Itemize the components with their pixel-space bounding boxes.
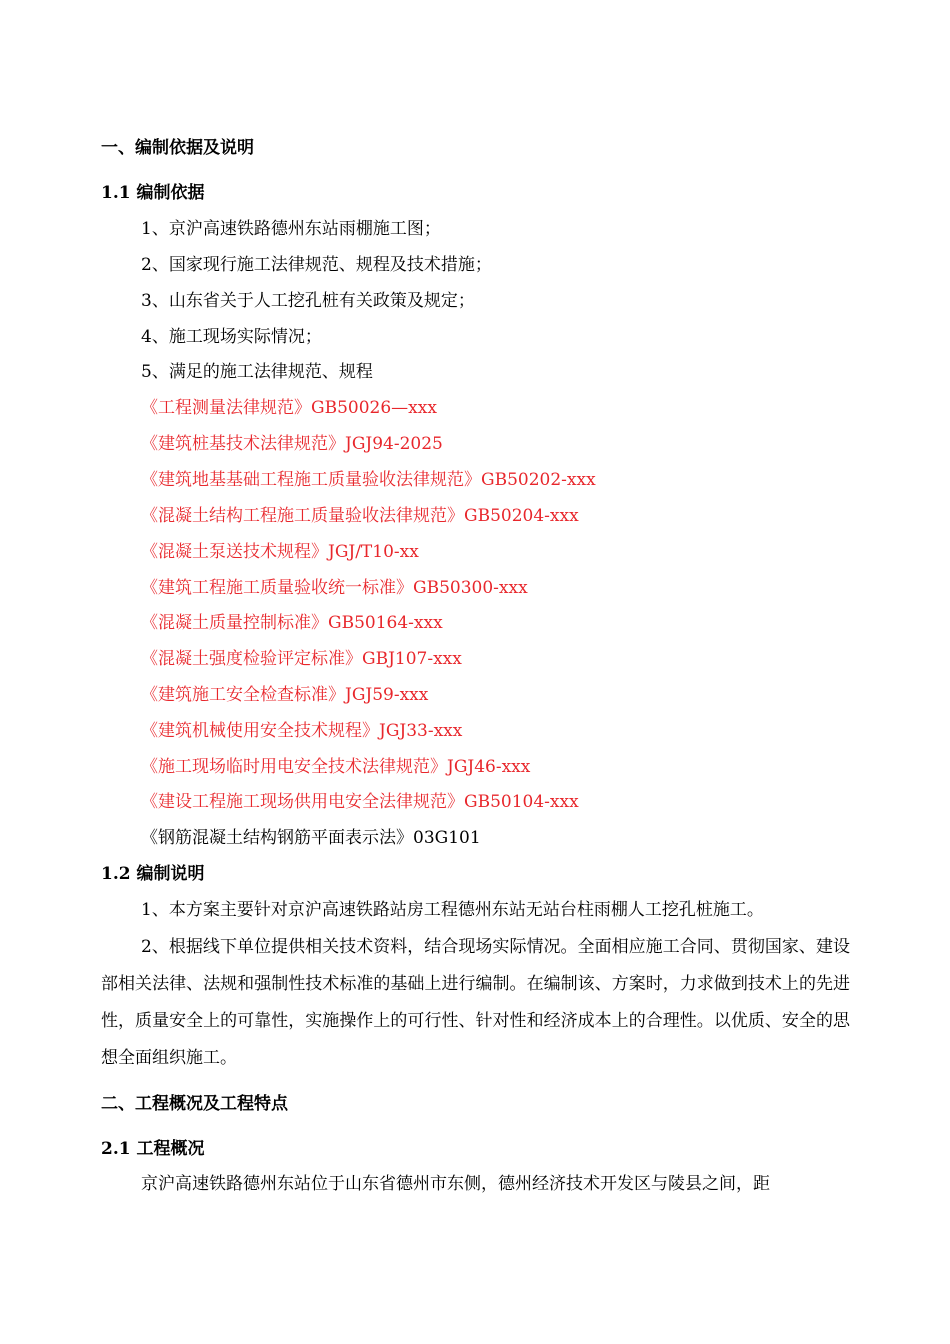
description-paragraph-2: 2、根据线下单位提供相关技术资料，结合现场实际情况。全面相应施工合同、贯彻国家、建设部相关法律、法规和强制性技术标准的基础上进行编制。在编制该、方案时，力求做到技术上的先进性，质量安全上的可靠性，实施操作上的可行性、针对性和经济成本上的合理性。以优质、安全的思想全面组织施工。 xyxy=(101,937,850,1068)
standard-reference: 《工程测量法律规范》GB50026—xxx xyxy=(141,398,437,418)
standard-reference: 《建设工程施工现场供用电安全法律规范》GB50104-xxx xyxy=(141,792,579,812)
basis-item: 4、施工现场实际情况； xyxy=(141,327,322,347)
standard-reference: 《钢筋混凝土结构钢筋平面表示法》03G101 xyxy=(141,828,481,848)
subsection-1-1-heading: 1.1 编制依据 xyxy=(101,183,205,203)
standard-reference: 《混凝土强度检验评定标准》GBJ107-xxx xyxy=(141,649,462,669)
standard-reference: 《建筑施工安全检查标准》JGJ59-xxx xyxy=(141,685,429,705)
standard-reference: 《建筑地基基础工程施工质量验收法律规范》GB50202-xxx xyxy=(141,470,596,490)
subsection-2-1-heading: 2.1 工程概况 xyxy=(101,1139,205,1159)
standard-reference: 《施工现场临时用电安全技术法律规范》JGJ46-xxx xyxy=(141,757,531,777)
section-2-heading: 二、工程概况及工程特点 xyxy=(101,1094,288,1114)
standard-reference: 《建筑工程施工质量验收统一标准》GB50300-xxx xyxy=(141,578,528,598)
basis-item: 1、京沪高速铁路德州东站雨棚施工图； xyxy=(141,219,441,239)
standard-reference: 《建筑机械使用安全技术规程》JGJ33-xxx xyxy=(141,721,463,741)
standard-reference: 《混凝土泵送技术规程》JGJ/T10-xx xyxy=(141,542,419,562)
standard-reference: 《建筑桩基技术法律规范》JGJ94-2025 xyxy=(141,434,443,454)
description-paragraph-1: 1、本方案主要针对京沪高速铁路站房工程德州东站无站台柱雨棚人工挖孔桩施工。 xyxy=(141,900,764,920)
basis-item: 5、满足的施工法律规范、规程 xyxy=(141,362,373,382)
section-1-heading: 一、编制依据及说明 xyxy=(101,138,254,158)
overview-paragraph: 京沪高速铁路德州东站位于山东省德州市东侧，德州经济技术开发区与陵县之间，距 xyxy=(141,1174,770,1194)
basis-item: 2、国家现行施工法律规范、规程及技术措施； xyxy=(141,255,492,275)
basis-item: 3、山东省关于人工挖孔桩有关政策及规定； xyxy=(141,291,475,311)
standard-reference: 《混凝土结构工程施工质量验收法律规范》GB50204-xxx xyxy=(141,506,579,526)
standard-reference: 《混凝土质量控制标准》GB50164-xxx xyxy=(141,613,443,633)
subsection-1-2-heading: 1.2 编制说明 xyxy=(101,864,205,884)
